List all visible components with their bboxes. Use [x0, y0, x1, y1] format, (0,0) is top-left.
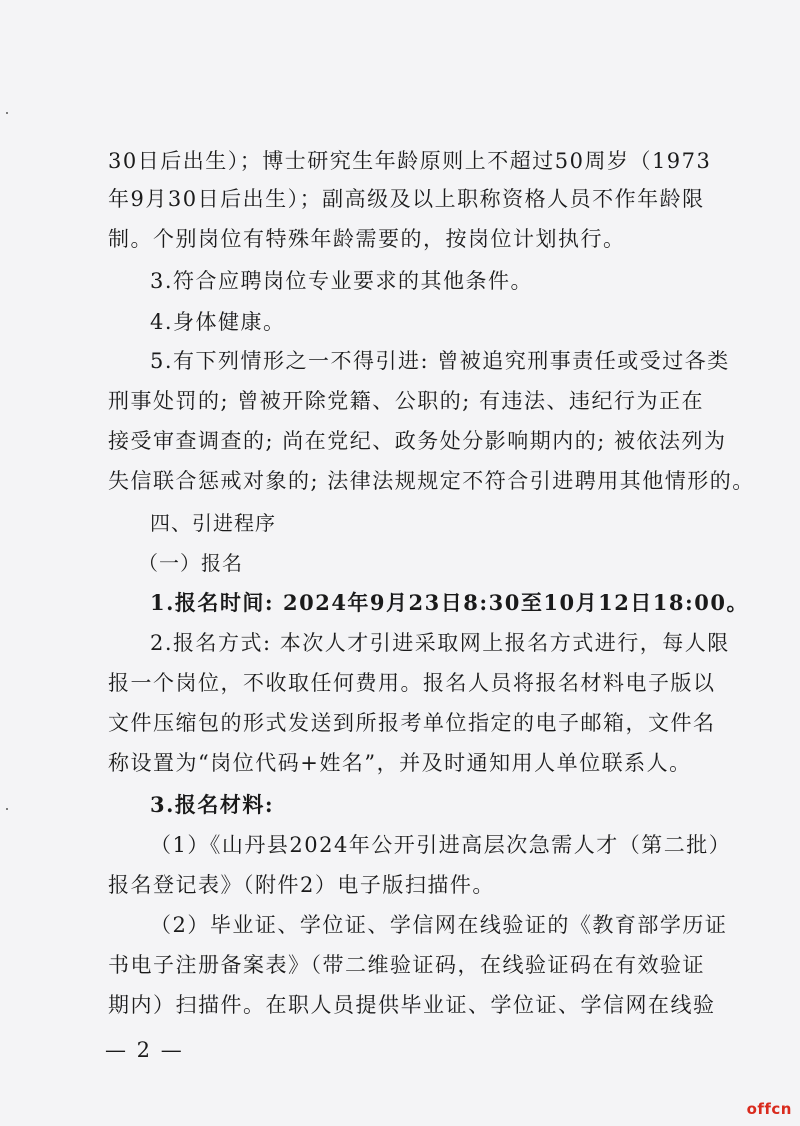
paragraph-line: 失信联合惩戒对象的; 法律法规规定不符合引进聘用其他情形的。	[108, 469, 755, 493]
binding-mark	[6, 112, 8, 114]
watermark-logo: offcn	[746, 1100, 792, 1118]
condition-item-3: 3.符合应聘岗位专业要求的其他条件。	[150, 269, 534, 293]
paragraph-line: 制。个别岗位有特殊年龄需要的，按岗位计划执行。	[108, 227, 626, 251]
section-heading: 四、引进程序	[150, 511, 276, 535]
material-item-2: （2）毕业证、学位证、学信网在线验证的《教育部学历证	[150, 913, 728, 937]
paragraph-line: 称设置为“岗位代码+姓名”，并及时通知用人单位联系人。	[108, 751, 692, 775]
registration-time: 1.报名时间: 2024年9月23日8:30至10月12日18:00。	[150, 590, 750, 615]
paragraph-line: 报一个岗位，不收取任何费用。报名人员将报名材料电子版以	[108, 671, 716, 695]
paragraph-line: 年9月30日后出生）；副高级及以上职称资格人员不作年龄限	[108, 187, 705, 211]
page-number: — 2 —	[105, 1038, 184, 1062]
paragraph-line: 30日后出生）；博士研究生年龄原则上不超过50周岁（1973	[108, 149, 712, 173]
condition-item-4: 4.身体健康。	[150, 310, 286, 334]
paragraph-line: 书电子注册备案表》（带二维验证码，在线验证码在有效验证	[108, 953, 705, 977]
paragraph-line: 文件压缩包的形式发送到所报考单位指定的电子邮箱，文件名	[108, 711, 716, 735]
condition-item-5: 5.有下列情形之一不得引进: 曾被追究刑事责任或受过各类	[150, 349, 730, 373]
paragraph-line: 刑事处罚的; 曾被开除党籍、公职的; 有违法、违纪行为正在	[108, 389, 704, 413]
binding-mark	[6, 808, 8, 810]
material-item-1: （1）《山丹县2024年公开引进高层次急需人才（第二批）	[150, 833, 732, 857]
registration-materials-heading: 3.报名材料:	[150, 792, 275, 817]
paragraph-line: 接受审查调查的; 尚在党纪、政务处分影响期内的; 被依法列为	[108, 429, 727, 453]
registration-method: 2.报名方式: 本次人才引进采取网上报名方式进行，每人限	[150, 631, 730, 655]
subsection-heading: （一）报名	[138, 551, 243, 575]
paragraph-line: 期内）扫描件。在职人员提供毕业证、学位证、学信网在线验	[108, 993, 716, 1017]
paragraph-line: 报名登记表》（附件2）电子版扫描件。	[108, 873, 495, 897]
